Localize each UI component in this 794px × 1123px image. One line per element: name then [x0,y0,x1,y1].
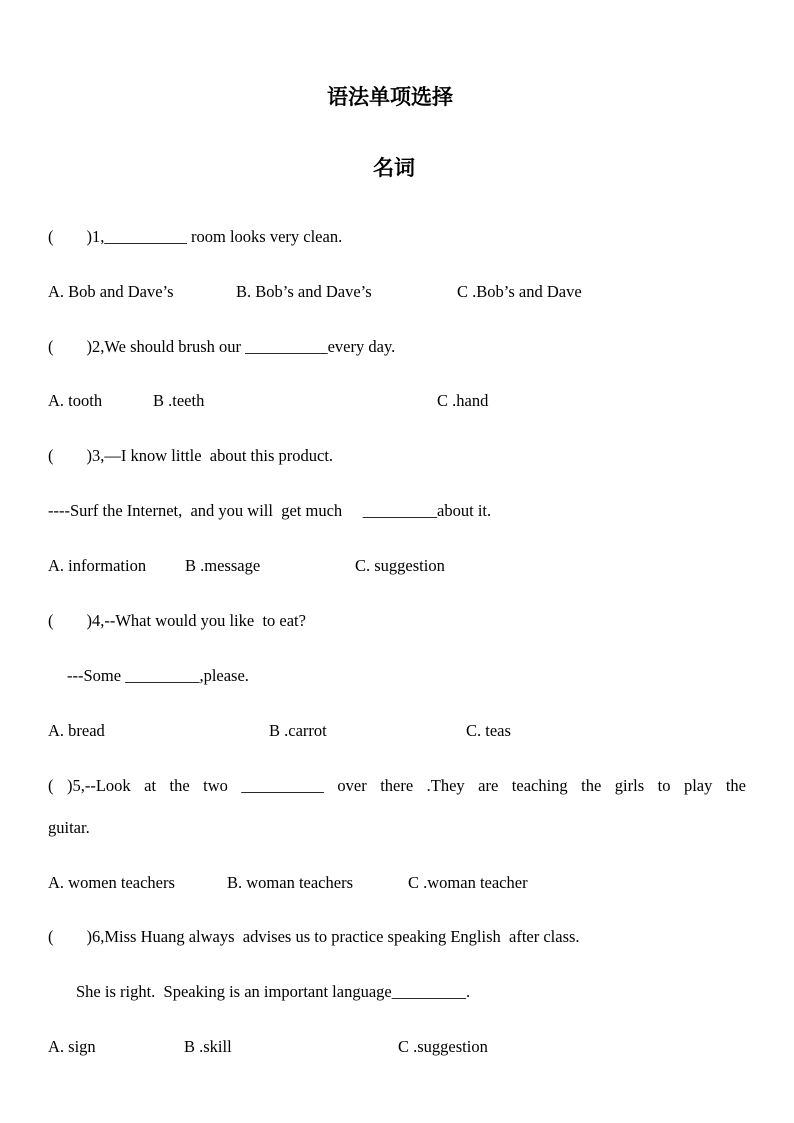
question-2-option-b: B .teeth [153,391,205,410]
question-6-option-b: B .skill [184,1037,232,1056]
question-5: ( )5,--Look at the two __________ over there .They are teaching the girls to play the [48,776,746,795]
question-3-option-c: C. suggestion [355,556,445,575]
question-6: ( )6,Miss Huang always advises us to practice speaking English after class. [48,927,580,946]
question-3-line-2: ----Surf the Internet, and you will get much _________about it. [48,501,492,520]
question-3: ( )3,—I know little about this product. [48,446,334,465]
question-3-option-a: A. information [48,556,147,575]
question-2-option-c: C .hand [437,391,489,410]
question-5-line-2: guitar. [48,818,90,837]
question-3-option-b: B .message [185,556,261,575]
question-4: ( )4,--What would you like to eat? [48,611,306,630]
question-4-option-b: B .carrot [269,721,327,740]
question-4-option-c: C. teas [466,721,511,740]
question-6-option-c: C .suggestion [398,1037,488,1056]
question-1-option-a: A. Bob and Dave’s [48,282,174,301]
question-2: ( )2,We should brush our __________every day. [48,337,396,356]
question-1: ( )1,__________ room looks very clean. [48,227,343,246]
question-4-option-a: A. bread [48,721,105,740]
question-1-option-c: C .Bob’s and Dave [457,282,582,301]
question-5-option-a: A. women teachers [48,873,175,892]
document-title: 语法单项选择 [327,85,453,109]
question-6-option-a: A. sign [48,1037,96,1056]
question-1-option-b: B. Bob’s and Dave’s [236,282,372,301]
question-5-option-b: B. woman teachers [227,873,353,892]
question-5-option-c: C .woman teacher [408,873,528,892]
question-4-line-2: ---Some _________,please. [67,666,249,685]
question-6-line-2: She is right. Speaking is an important language_________. [76,982,471,1001]
question-2-option-a: A. tooth [48,391,103,410]
document-subtitle: 名词 [373,156,415,180]
